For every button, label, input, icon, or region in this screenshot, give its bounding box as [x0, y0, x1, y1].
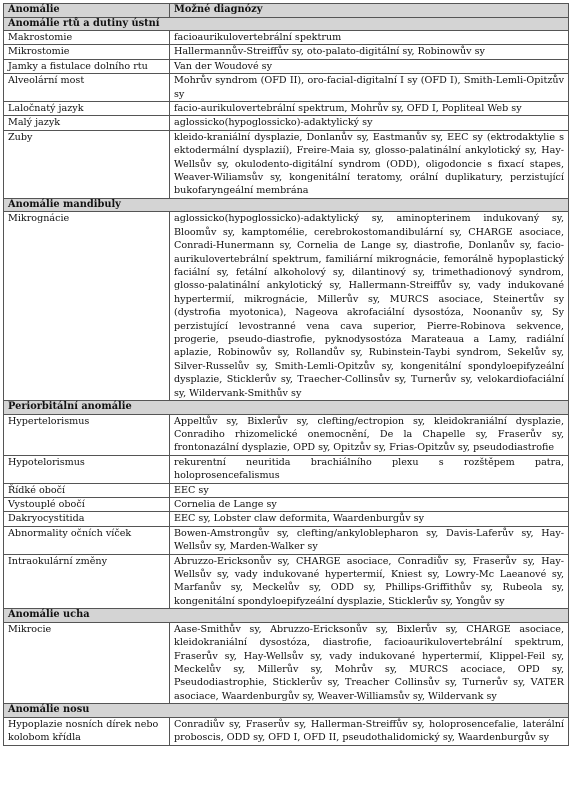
- anomaly-cell: Abnormality očních víček: [4, 526, 170, 554]
- section-title: Periorbitální anomálie: [4, 401, 569, 415]
- diagnoses-cell: EEC sy: [170, 483, 569, 497]
- table-row: [4, 554, 569, 609]
- table-row: [4, 31, 569, 45]
- anomaly-cell: Hypoplazie nosních dírek nebo kolobom křídla: [4, 717, 170, 745]
- diagnoses-cell: Abruzzo-Ericksonův sy, CHARGE asociace, Conradiův sy, Fraserův sy, Hay-Wellsův sy, vady indukované hypertermií, Kniest sy, Lowry-Mc Laeanové sy, Marfanův sy, Meckelův sy, ODD sy, Phillips-Griffithův sy, Rubeola sy, kongenitální spondyloepifyzeální dysplazie, Sticklerův sy, Yongův sy: [170, 554, 569, 609]
- anomaly-cell: Jamky a fistulace dolního rtu: [4, 59, 170, 73]
- section-row: [4, 704, 569, 718]
- table-row: [4, 455, 569, 483]
- diagnoses-cell: aglossicko(hypoglossicko)-adaktylický sy, aminopterinem indukovaný sy, Bloomův sy, kamptomélie, cerebrokostomandibulární sy, CHARGE asociace, Conradi-Hunermann sy, Cornelia de Lange sy, diastrofie, Donlanův sy, facio-aurikulovertebrální spektrum, familiární mikrognácie, femorálně hypoplastický faciální sy, fetální alkoholový sy, dilantinový sy, trimethadionový syndrom, glosso-palatinální ankylotický sy, Hallermann-Streiffův sy, vady indukované hypertermií, mikrognácie, Millerův sy, MURCS asociace, Steinertův sy (dystrofia myotonica), Nageova akrofaciální dysostóza, Noonanův sy, Sy perzistující levostranné vena cava superior, Pierre-Robinova sekvence, progerie, pseudo-diastrofie, pyknodysostóza Marateaua a Lamy, radiální aplazie, Robinowův sy, Rollandův sy, Rubinstein-Taybi syndrom, Sekelův sy, Silver-Russelův sy, Smith-Lemli-Opitzův sy, kongenitální spondyloepifyzeální dysplazie, Sticklerův sy, Traecher-Collinsův sy, Turnerův sy, velokardiofaciální sy, Wildervank-Smithův sy: [170, 212, 569, 401]
- table-row: [4, 130, 569, 198]
- table-row: [4, 512, 569, 526]
- header-row: [4, 4, 569, 18]
- table-row: [4, 59, 569, 73]
- table-row: [4, 414, 569, 455]
- anomaly-cell: Hypertelorismus: [4, 414, 170, 455]
- diagnoses-cell: rekurentní neuritida brachiálního plexu s rozštěpem patra, holoprosencefalismus: [170, 455, 569, 483]
- diagnoses-cell: facioaurikulovertebrální spektrum: [170, 31, 569, 45]
- section-title: Anomálie ucha: [4, 609, 569, 623]
- anomaly-cell: Laločnatý jazyk: [4, 102, 170, 116]
- diagnoses-cell: aglossicko(hypoglossicko)-adaktylický sy: [170, 116, 569, 130]
- anomaly-cell: Mikrognácie: [4, 212, 170, 401]
- diagnoses-cell: kleido-kraniální dysplazie, Donlanův sy, Eastmanův sy, EEC sy (ektrodaktylie s ektodermální dysplazií), Freire-Maia sy, glosso-palatinální ankylotický sy, Hay-Wellsův sy, okulodento-digitální syndrom (ODD), oligodoncie s fixací stapes, Weaver-Wiliamsův sy, kongenitální teratomy, orální duplikatury, perzistující bukofaryngeální membrána: [170, 130, 569, 198]
- section-row: [4, 198, 569, 212]
- table-row: [4, 717, 569, 745]
- section-title: Anomálie rtů a dutiny ústní: [4, 17, 569, 31]
- table-row: [4, 622, 569, 703]
- table-row: [4, 45, 569, 59]
- anomaly-cell: Zuby: [4, 130, 170, 198]
- anomaly-cell: Mikrocie: [4, 622, 170, 703]
- anomaly-cell: Dakryocystitida: [4, 512, 170, 526]
- anomalies-table: [3, 3, 569, 746]
- document-page: [3, 3, 568, 746]
- section-title: Anomálie nosu: [4, 704, 569, 718]
- table-row: [4, 74, 569, 102]
- diagnoses-cell: Appeltův sy, Bixlerův sy, clefting/ectropion sy, kleidokraniální dysplazie, Conradiho rhizomelické onemocnění, De la Chapelle sy, Fraserův sy, frontonazální dysplazie, OPD sy, Opitzův sy, Frias-Opitzův sy, pseudodiastrofie: [170, 414, 569, 455]
- table-row: [4, 483, 569, 497]
- diagnoses-cell: facio-aurikulovertebrální spektrum, Mohrův sy, OFD I, Popliteal Web sy: [170, 102, 569, 116]
- section-row: [4, 17, 569, 31]
- diagnoses-cell: Bowen-Amstrongův sy, clefting/ankyloblepharon sy, Davis-Laferův sy, Hay-Wellsův sy, Marden-Walker sy: [170, 526, 569, 554]
- anomaly-cell: Intraokulární změny: [4, 554, 170, 609]
- column-header-diagnoses: Možné diagnózy: [170, 4, 569, 18]
- anomaly-cell: Mikrostomie: [4, 45, 170, 59]
- anomaly-cell: Vystouplé obočí: [4, 498, 170, 512]
- section-row: [4, 401, 569, 415]
- table-row: [4, 526, 569, 554]
- table-body: [4, 17, 569, 745]
- section-row: [4, 609, 569, 623]
- table-row: [4, 212, 569, 401]
- diagnoses-cell: Hallermannův-Streiffův sy, oto-palato-digitální sy, Robinowův sy: [170, 45, 569, 59]
- diagnoses-cell: Cornelia de Lange sy: [170, 498, 569, 512]
- diagnoses-cell: Mohrův syndrom (OFD II), oro-facial-digitalní I sy (OFD I), Smith-Lemli-Opitzův sy: [170, 74, 569, 102]
- table-row: [4, 498, 569, 512]
- table-row: [4, 116, 569, 130]
- column-header-anomaly: Anomálie: [4, 4, 170, 18]
- anomaly-cell: Alveolární most: [4, 74, 170, 102]
- anomaly-cell: Makrostomie: [4, 31, 170, 45]
- diagnoses-cell: Van der Woudové sy: [170, 59, 569, 73]
- anomaly-cell: Řídké obočí: [4, 483, 170, 497]
- table-row: [4, 102, 569, 116]
- section-title: Anomálie mandibuly: [4, 198, 569, 212]
- diagnoses-cell: Conradiův sy, Fraserův sy, Hallerman-Streiffův sy, holoprosencefalie, laterální proboscis, ODD sy, OFD I, OFD II, pseudothalidomický sy, Waardenburgův sy: [170, 717, 569, 745]
- anomaly-cell: Hypotelorismus: [4, 455, 170, 483]
- anomaly-cell: Malý jazyk: [4, 116, 170, 130]
- diagnoses-cell: EEC sy, Lobster claw deformita, Waardenburgův sy: [170, 512, 569, 526]
- diagnoses-cell: Aase-Smithův sy, Abruzzo-Ericksonův sy, Bixlerův sy, CHARGE asociace, kleidokraniální dysostóza, diastrofie, facioaurikulovertebrální spektrum, Fraserův sy, Hay-Wellsův sy, vady indukované hypertermií, Klippel-Feil sy, Meckelův sy, Millerův sy, Mohrův sy, MURCS acociace, OPD sy, Pseudodiastrophie, Sticklerův sy, Treacher Collinsův sy, Turnerův sy, VATER asociace, Waardenburgův sy, Weaver-Williamsův sy, Wildervank sy: [170, 622, 569, 703]
